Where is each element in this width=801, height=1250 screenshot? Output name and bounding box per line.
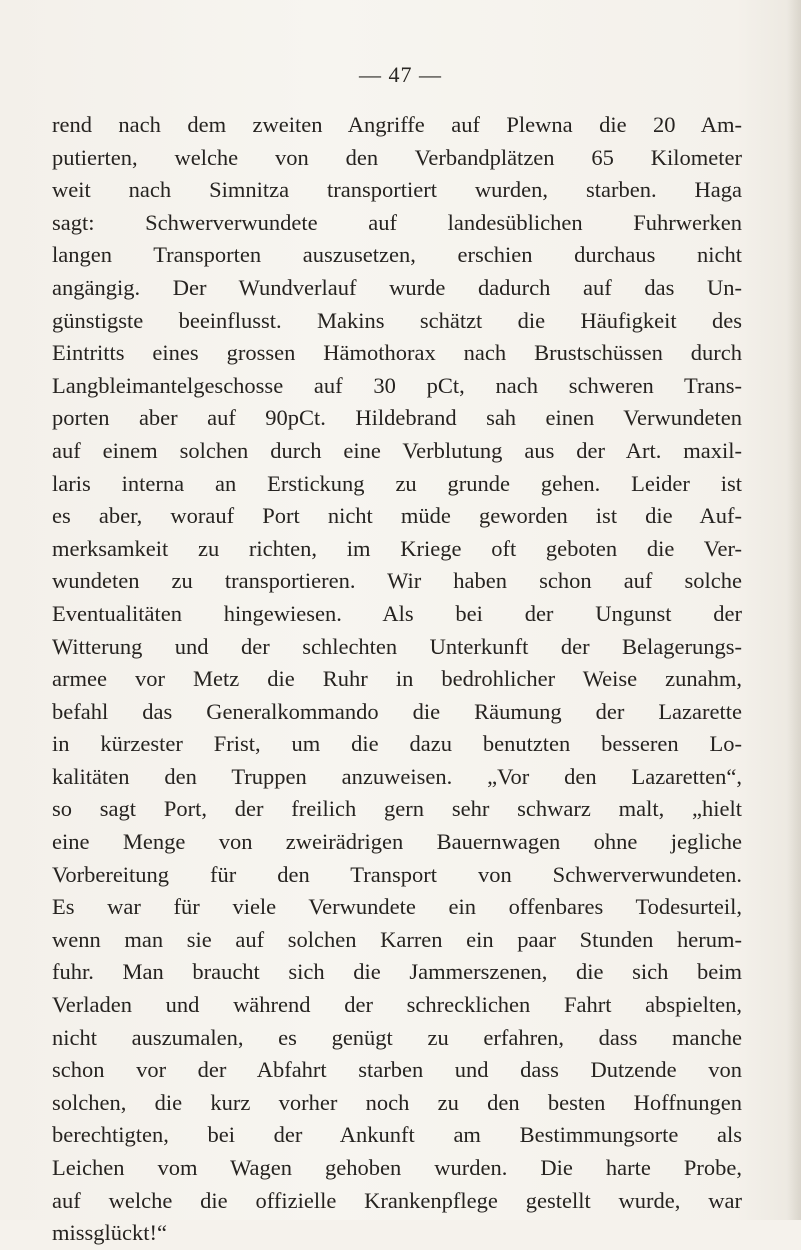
text-line: armee vor Metz die Ruhr in bedrohlicher Weise zunahm, [52,666,742,692]
text-line: auf welche die offizielle Krankenpflege gestellt wurde, war [52,1187,742,1213]
text-line: berechtigten, bei der Ankunft am Bestimmungsorte als [52,1122,742,1148]
text-line: wundeten zu transportieren. Wir haben schon auf solche [52,568,742,594]
text-line: putierten, welche von den Verbandplätzen 65 Kilometer [52,144,742,170]
text-line: laris interna an Erstickung zu grunde gehen. Leider ist [52,470,742,496]
text-line: Vorbereitung für den Transport von Schwerverwundeten. [52,861,742,887]
text-line: eine Menge von zweirädrigen Bauernwagen ohne jegliche [52,829,742,855]
text-line: so sagt Port, der freilich gern sehr schwarz malt, „hielt [52,796,742,822]
text-line: rend nach dem zweiten Angriffe auf Plewna die 20 Am- [52,112,742,137]
text-line: Langbleimantelgeschosse auf 30 pCt, nach schweren Trans- [52,372,742,398]
text-line: Es war für viele Verwundete ein offenbares Todesurteil, [52,894,742,920]
text-line: Leichen vom Wagen gehoben wurden. Die harte Probe, [52,1155,742,1180]
page-edge-shadow [787,0,801,1220]
text-line: missglückt!“ [52,1220,167,1246]
page-number-header: — 47 — [359,62,442,87]
text-line: sagt: Schwerverwundete auf landesüblichen Fuhrwerken [52,209,742,235]
text-line: befahl das Generalkommando die Räumung der Lazarette [52,698,742,724]
body-paragraph [52,109,742,1250]
text-line: Verladen und während der schrecklichen Fahrt abspielten, [52,992,742,1018]
text-line: porten aber auf 90pCt. Hildebrand sah einen Verwundeten [52,405,742,431]
text-line: auf einem solchen durch eine Verblutung aus der Art. maxil- [52,437,742,463]
text-line: wenn man sie auf solchen Karren ein paar Stunden herum- [52,926,742,952]
text-line: nicht auszumalen, es genügt zu erfahren, dass manche [52,1024,742,1050]
text-line: angängig. Der Wundverlauf wurde dadurch auf das Un- [52,274,742,300]
text-line: Eintritts eines grossen Hämothorax nach Brustschüssen durch [52,340,742,366]
text-line: schon vor der Abfahrt starben und dass Dutzende von [52,1057,742,1083]
text-line: Witterung und der schlechten Unterkunft der Belagerungs- [52,633,742,659]
text-line: langen Transporten auszusetzen, erschien durchaus nicht [52,242,742,268]
text-line: fuhr. Man braucht sich die Jammerszenen, die sich beim [52,959,742,985]
text-line: in kürzester Frist, um die dazu benutzten besseren Lo- [52,731,742,757]
text-line: kalitäten den Truppen anzuweisen. „Vor den Lazaretten“, [52,763,742,789]
text-line: weit nach Simnitza transportiert wurden, starben. Haga [52,177,742,203]
text-line: solchen, die kurz vorher noch zu den besten Hoffnungen [52,1089,742,1115]
text-line: günstigste beeinflusst. Makins schätzt die Häufigkeit des [52,307,742,333]
text-line: Eventualitäten hingewiesen. Als bei der Ungunst der [52,600,742,626]
text-line: es aber, worauf Port nicht müde geworden ist die Auf- [52,503,742,529]
text-line: merksamkeit zu richten, im Kriege oft geboten die Ver- [52,535,742,561]
